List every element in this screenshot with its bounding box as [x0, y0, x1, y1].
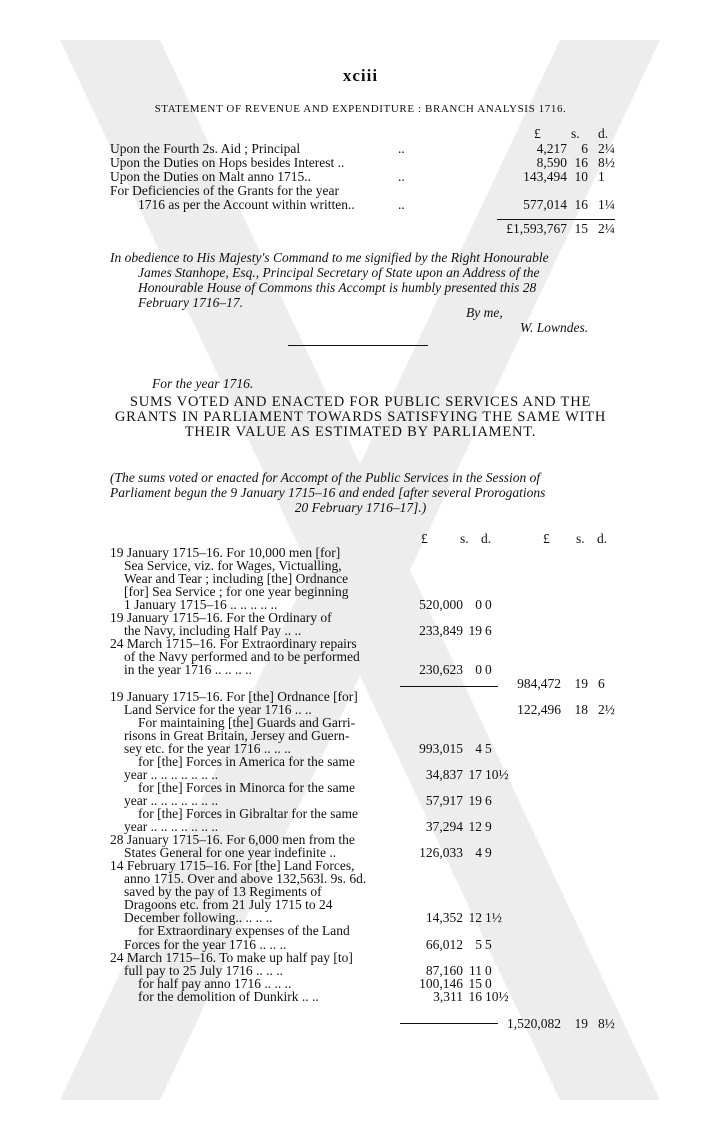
top-row-pence: 1	[598, 169, 605, 184]
table-cell-pence-1: 5	[485, 741, 492, 756]
table-cell-shillings-1: 0	[475, 597, 482, 612]
table-cell-pence-2: 2½	[598, 702, 615, 717]
table-cell-shillings-1: 17	[468, 767, 482, 782]
table-row-text: Land Service for the year 1716 .. ..	[124, 702, 312, 717]
table-row-text: for the demolition of Dunkirk .. ..	[138, 989, 319, 1004]
table-cell-pounds-1: 14,352	[425, 910, 463, 925]
top-row-label: For Deficiencies of the Grants for the year	[110, 183, 340, 198]
table-cell-pence-1: 0	[485, 597, 492, 612]
table-cell-pounds-1: 233,849	[419, 623, 463, 638]
top-row-label: Upon the Duties on Hops besides Interest ..	[110, 155, 345, 170]
table-cell-shillings-1: 19	[468, 623, 482, 638]
table-row-text: 24 March 1715–16. To make up half pay [to]	[110, 950, 353, 965]
top-total-pounds: £1,593,767	[506, 221, 567, 236]
col-header-pence-1: d.	[481, 531, 492, 546]
table-cell-pounds-1: 993,015	[419, 741, 463, 756]
table-row-text: anno 1715. Over and above 132,563l. 9s. 6d.	[124, 871, 367, 886]
top-row-label: Upon the Fourth 2s. Aid ; Principal	[110, 141, 301, 156]
top-row-shillings: 10	[574, 169, 588, 184]
table-row-text: sey etc. for the year 1716 .. .. ..	[124, 741, 291, 756]
top-row-leader: ..	[398, 141, 405, 156]
table-cell-shillings-1: 16	[468, 989, 482, 1004]
top-header-s: s.	[571, 126, 580, 141]
running-head: STATEMENT OF REVENUE AND EXPENDITURE : BRANCH ANALYSIS 1716.	[154, 103, 567, 115]
note-line-1: (The sums voted or enacted for Accompt of the Public Services in the Session of	[110, 470, 541, 485]
table-cell-pounds-1: 126,033	[419, 845, 463, 860]
col-header-shillings-2: s.	[576, 531, 585, 546]
table-cell-pence-1: 0	[485, 976, 492, 991]
top-row-pounds: 8,590	[536, 155, 567, 170]
top-row-label: Upon the Duties on Malt anno 1715..	[110, 169, 311, 184]
obedience-line-2: James Stanhope, Esq., Principal Secretary of State upon an Address of the	[138, 265, 540, 280]
table-row-text: for half pay anno 1716 .. .. ..	[138, 976, 292, 991]
table-cell-shillings-1: 19	[468, 793, 482, 808]
obedience-line-3: Honourable House of Commons this Accompt is humbly presented this 28	[138, 280, 537, 295]
table-row-text: [for] Sea Service ; for one year beginning	[124, 584, 349, 599]
table-cell-pence-1: 6	[485, 793, 492, 808]
top-row-pounds: 4,217	[536, 141, 567, 156]
bottom-total-shillings: 19	[574, 1016, 588, 1031]
table-row-text: 19 January 1715–16. For 10,000 men [for]	[110, 545, 341, 560]
obedience-line-4: February 1716–17.	[138, 295, 243, 310]
table-cell-pounds-1: 57,917	[425, 793, 463, 808]
top-row-pence: 2¼	[598, 141, 615, 156]
table-row-text: States General for one year indefinite ..	[124, 845, 337, 860]
signature: W. Lowndes.	[520, 320, 589, 335]
table-row-text: For maintaining [the] Guards and Garri-	[138, 715, 356, 730]
col-header-shillings-1: s.	[460, 531, 469, 546]
table-row-text: Sea Service, viz. for Wages, Victualling,	[124, 558, 342, 573]
note-line-3: 20 February 1716–17].)	[294, 500, 427, 515]
table-cell-shillings-1: 0	[475, 662, 482, 677]
top-total-pence: 2¼	[598, 221, 615, 236]
table-cell-shillings-1: 12	[468, 910, 482, 925]
top-row-label: 1716 as per the Account within written..	[138, 197, 355, 212]
table-cell-pounds-1: 66,012	[425, 937, 463, 952]
title-line-2: GRANTS IN PARLIAMENT TOWARDS SATISFYING THE SAME WITH	[114, 409, 607, 425]
table-cell-shillings-1: 4	[475, 741, 482, 756]
table-cell-pounds-2: 122,496	[517, 702, 561, 717]
section-divider	[288, 345, 428, 346]
subtotal-rule-2	[400, 1023, 498, 1024]
col-header-pence-2: d.	[597, 531, 608, 546]
table-cell-pounds-1: 230,623	[419, 662, 463, 677]
top-header-d: d.	[598, 126, 609, 141]
top-total-shillings: 15	[574, 221, 588, 236]
table-cell-pence-1: 10½	[485, 989, 509, 1004]
table-row-text: of the Navy performed and to be performed	[124, 649, 360, 664]
table-cell-pounds-1: 87,160	[425, 963, 463, 978]
top-row-pounds: 577,014	[523, 197, 567, 212]
table-row-text: 14 February 1715–16. For [the] Land Forces,	[110, 858, 355, 873]
top-row-shillings: 6	[581, 141, 588, 156]
table-cell-pence-1: 0	[485, 662, 492, 677]
table-row-text: Forces for the year 1716 .. .. ..	[124, 937, 287, 952]
col-header-pounds-1: £	[421, 531, 428, 546]
table-cell-pounds-1: 520,000	[419, 597, 463, 612]
table-cell-pence-1: 6	[485, 623, 492, 638]
top-header-l: £	[534, 126, 541, 141]
table-cell-pence-1: 9	[485, 819, 492, 834]
table-cell-pounds-1: 3,311	[433, 989, 463, 1004]
table-row-text: risons in Great Britain, Jersey and Guern-	[124, 728, 350, 743]
table-cell-pence-1: 0	[485, 963, 492, 978]
top-row-shillings: 16	[574, 197, 588, 212]
table-cell-shillings-1: 11	[469, 963, 482, 978]
table-row-text: 24 March 1715–16. For Extraordinary repairs	[110, 636, 357, 651]
bottom-total-pence: 8½	[598, 1016, 615, 1031]
top-row-leader: ..	[398, 197, 405, 212]
table-cell-pence-1: 1½	[485, 910, 502, 925]
table-cell-shillings-2: 19	[574, 676, 588, 691]
table-row-text: for [the] Forces in America for the same	[138, 754, 356, 769]
bottom-total-pounds: 1,520,082	[507, 1016, 561, 1031]
table-row-text: year .. .. .. .. .. .. ..	[124, 767, 219, 782]
subtotal-rule-1	[400, 686, 498, 687]
top-row-pence: 8½	[598, 155, 615, 170]
table-row-text: 19 January 1715–16. For [the] Ordnance [for]	[110, 689, 358, 704]
table-row-text: year .. .. .. .. .. .. ..	[124, 793, 219, 808]
table-row-text: Dragoons etc. from 21 July 1715 to 24	[124, 897, 333, 912]
table-row-text: saved by the pay of 13 Regiments of	[124, 884, 322, 899]
title-line-3: THEIR VALUE AS ESTIMATED BY PARLIAMENT.	[184, 424, 537, 440]
table-cell-pence-1: 5	[485, 937, 492, 952]
table-cell-shillings-1: 4	[475, 845, 482, 860]
top-row-shillings: 16	[574, 155, 588, 170]
table-row-text: full pay to 25 July 1716 .. .. ..	[124, 963, 283, 978]
top-row-pence: 1¼	[598, 197, 615, 212]
table-cell-pounds-1: 37,294	[425, 819, 463, 834]
note-line-2: Parliament begun the 9 January 1715–16 and ended [after several Prorogations	[110, 485, 546, 500]
table-row-text: Wear and Tear ; including [the] Ordnance	[124, 571, 349, 586]
table-row-text: for [the] Forces in Minorca for the same	[138, 780, 356, 795]
table-row-text: for [the] Forces in Gibraltar for the same	[138, 806, 359, 821]
table-cell-pence-2: 6	[598, 676, 605, 691]
col-header-pounds-2: £	[543, 531, 550, 546]
table-cell-pounds-1: 100,146	[419, 976, 463, 991]
top-row-pounds: 143,494	[523, 169, 567, 184]
title-line-1: SUMS VOTED AND ENACTED FOR PUBLIC SERVICES AND THE	[129, 394, 592, 410]
table-row-text: in the year 1716 .. .. .. ..	[124, 662, 252, 677]
table-row-text: 19 January 1715–16. For the Ordinary of	[110, 610, 332, 625]
table-cell-pounds-2: 984,472	[517, 676, 561, 691]
table-cell-shillings-2: 18	[574, 702, 588, 717]
table-cell-pounds-1: 34,837	[425, 767, 463, 782]
page-number: xciii	[342, 66, 379, 85]
table-cell-shillings-1: 12	[468, 819, 482, 834]
table-row-text: 28 January 1715–16. For 6,000 men from the	[110, 832, 355, 847]
table-row-text: 1 January 1715–16 .. .. .. .. ..	[124, 597, 278, 612]
table-row-text: for Extraordinary expenses of the Land	[138, 923, 350, 938]
by-me: By me,	[466, 305, 503, 320]
table-cell-shillings-1: 5	[475, 937, 482, 952]
table-cell-pence-1: 9	[485, 845, 492, 860]
obedience-line-1: In obedience to His Majesty's Command to me signified by the Right Honourable	[110, 250, 549, 265]
table-cell-shillings-1: 15	[468, 976, 482, 991]
top-total-rule	[497, 219, 615, 220]
table-cell-pence-1: 10½	[485, 767, 509, 782]
for-the-year: For the year 1716.	[152, 376, 254, 391]
table-row-text: December following.. .. .. ..	[124, 910, 273, 925]
table-row-text: year .. .. .. .. .. .. ..	[124, 819, 219, 834]
top-row-leader: ..	[398, 169, 405, 184]
table-row-text: the Navy, including Half Pay .. ..	[124, 623, 302, 638]
